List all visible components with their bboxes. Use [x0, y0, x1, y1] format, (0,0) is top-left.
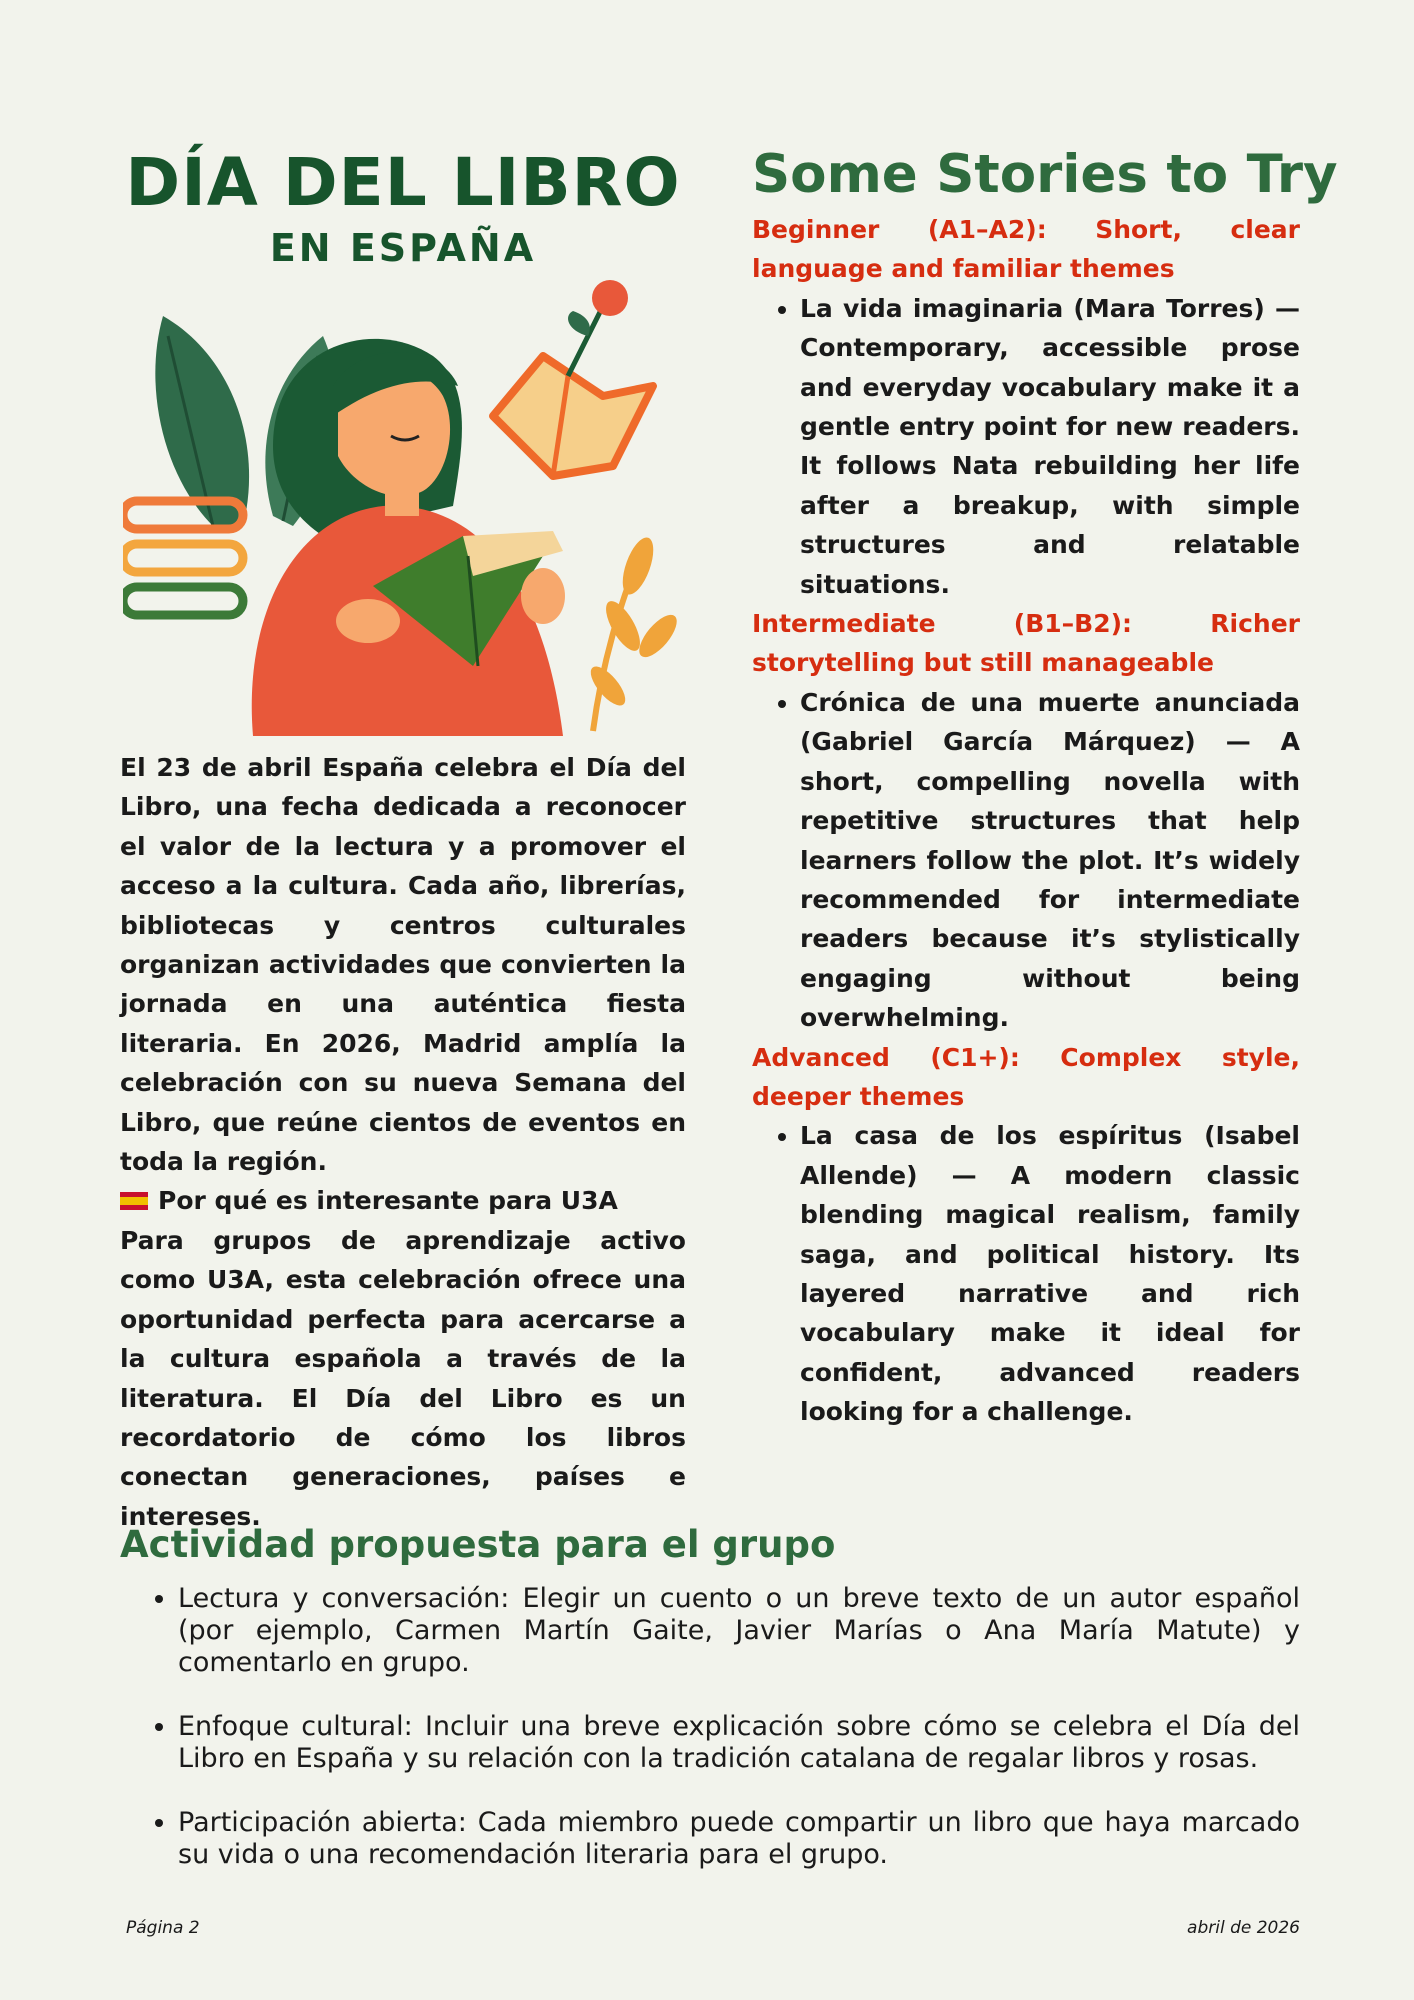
activity-heading: Actividad propuesta para el grupo	[120, 1523, 836, 1566]
story-list-beginner	[752, 289, 1300, 604]
list-item: • Participación abierta: Cada miembro puede compartir un libro que haya marcado su vida o una recomendación literaria para el grupo.	[178, 1807, 1300, 1871]
right-column	[752, 140, 1338, 1432]
u3a-paragraph: Para grupos de aprendizaje activo como U3A, esta celebración ofrece una oportunidad perfecta para acercarse a la cultura española a través de la literatura. El Día del Libro es un recordatorio de cómo los libros conectan generaciones, países e intereses.	[120, 1225, 686, 1531]
list-item: • Lectura y conversación: Elegir un cuento o un breve texto de un autor español (por ejemplo, Carmen Martín Gaite, Javier Marías o Ana María Matute) y comentarlo en grupo.	[178, 1583, 1300, 1679]
open-book-icon	[493, 356, 653, 476]
level-intermediate: Intermediate (B1–B2): Richer storytelling but still manageable	[752, 609, 1300, 678]
activity-section	[120, 1515, 1300, 1903]
left-column	[120, 140, 686, 1536]
reading-woman-illustration	[123, 276, 683, 736]
story-list-intermediate	[752, 683, 1300, 1038]
page-number: Página 2	[126, 1918, 200, 1938]
list-item: • La vida imaginaria (Mara Torres) — Contemporary, accessible prose and everyday vocabulary make it a gentle entry point for new readers. It follows Nata rebuilding her life after a breakup, with simple structures and relatable situations.	[800, 289, 1300, 604]
intro-paragraph: El 23 de abril España celebra el Día del Libro, una fecha dedicada a reconocer el valor de la lectura y a promover el acceso a la cultura. Cada año, librerías, bibliotecas y centros culturales organizan actividades que convierten la jornada en una auténtica fiesta literaria. En 2026, Madrid amplía la celebración con su nueva Semana del Libro, que reúne cientos de eventos en toda la región.	[120, 753, 686, 1177]
stories-heading: Some Stories to Try	[752, 144, 1338, 205]
footer-date: abril de 2026	[1187, 1918, 1300, 1938]
flower-icon	[592, 280, 628, 316]
list-item: • La casa de los espíritus (Isabel Allende) — A modern classic blending magical realism, family saga, and political history. Its layered narrative and rich vocabulary make it ideal for confident, advanced readers looking for a challenge.	[800, 1116, 1300, 1431]
u3a-heading-text: Por qué es interesante para U3A	[158, 1186, 618, 1216]
poster-subtitle: EN ESPAÑA	[269, 226, 537, 270]
list-item: • Crónica de una muerte anunciada (Gabriel García Márquez) — A short, compelling novella with repetitive structures that help learners follow the plot. It’s widely recommended for intermediate readers because it’s stylistically engaging without being overwhelming.	[800, 683, 1300, 1038]
level-advanced: Advanced (C1+): Complex style, deeper themes	[752, 1042, 1300, 1111]
story-list-advanced	[752, 1116, 1300, 1431]
u3a-heading	[120, 1181, 686, 1220]
poster-title: DÍA DEL LIBRO	[125, 144, 681, 221]
activity-list	[120, 1583, 1300, 1871]
spain-flag-icon	[120, 1192, 148, 1210]
level-beginner: Beginner (A1–A2): Short, clear language and familiar themes	[752, 215, 1300, 284]
list-item: • Enfoque cultural: Incluir una breve explicación sobre cómo se celebra el Día del Libro en España y su relación con la tradición catalana de regalar libros y rosas.	[178, 1711, 1300, 1775]
